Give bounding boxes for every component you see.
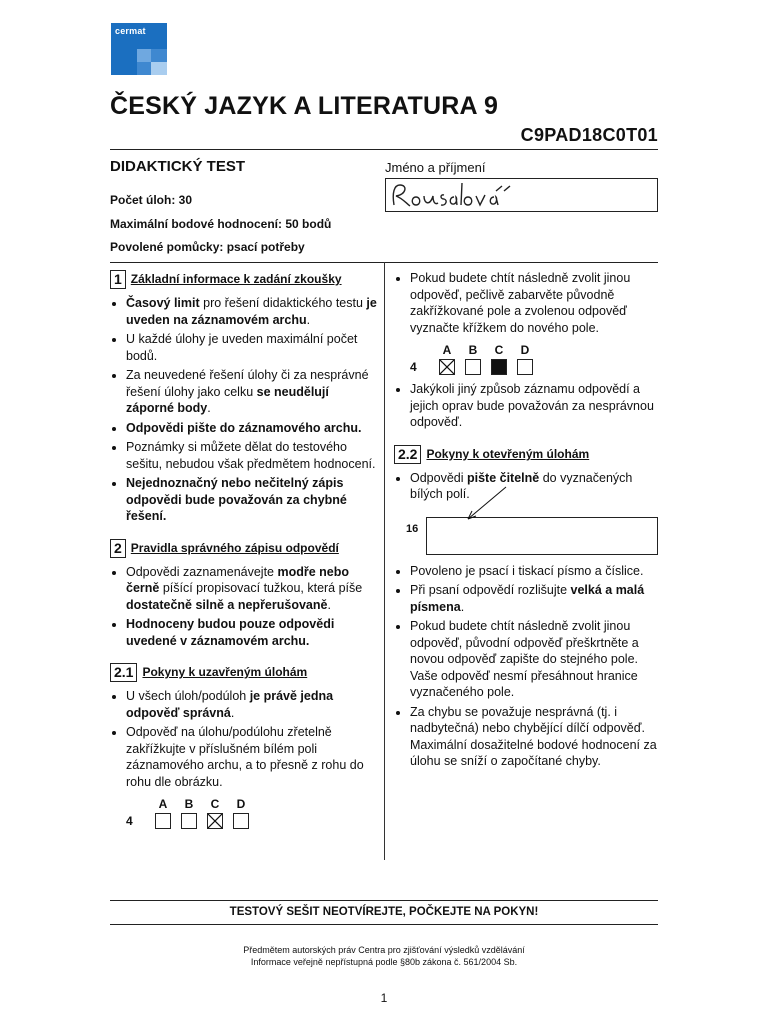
answer-box-b — [465, 359, 481, 375]
list-item: • Nejednoznačný nebo nečitelný zápis odpovědi bude považován za chybné řešení. — [126, 475, 378, 525]
right-column — [394, 270, 660, 773]
answer-box-c-crossed — [207, 813, 223, 829]
list-item: • U každé úlohy je uveden maximální počet bodů. — [126, 331, 378, 364]
open-answer-example — [394, 507, 660, 555]
section-2-2-heading: 2.2 Pokyny k otevřeným úlohám — [394, 445, 660, 464]
list-item: • Časový limit pro řešení didaktického testu je uveden na záznamovém archu. — [126, 295, 378, 328]
answer-box-a — [155, 813, 171, 829]
test-subtitle: DIDAKTICKÝ TEST — [110, 158, 245, 175]
answer-box-d — [233, 813, 249, 829]
answer-box-b — [181, 813, 197, 829]
list-item: • Za neuvedené řešení úlohy či za nesprávné řešení úlohy jako celku se neudělují záporné body. — [126, 367, 378, 417]
section-2-1-heading: 2.1 Pokyny k uzavřeným úlohám — [110, 663, 378, 682]
list-item: • Povoleno je psací i tiskací písmo a číslice. — [410, 563, 660, 580]
answer-box-a-crossed — [439, 359, 455, 375]
list-item: • Jakýkoli jiný způsob záznamu odpovědí a jejich oprav bude považován za nesprávnou odpověď. — [410, 381, 660, 431]
divider — [110, 149, 658, 150]
correction-list-2 — [394, 381, 660, 431]
list-item: • Odpovědi zaznamenávejte modře nebo černě píšící propisovací tužkou, která píše dostatečně silně a nepřerušovaně. — [126, 564, 378, 614]
name-field[interactable] — [385, 178, 658, 212]
list-item: • U všech úloh/podúloh je právě jedna odpověď správná. — [126, 688, 378, 721]
list-item: • Hodnoceny budou pouze odpovědi uvedené v záznamovém archu. — [126, 616, 378, 649]
section-2-2-list-2 — [394, 563, 660, 770]
copyright-line-2: Informace veřejně nepřístupná podle §80b zákona č. 561/2004 Sb. — [250, 957, 518, 967]
answer-grid-correction: A B C D 4 — [410, 342, 660, 375]
test-code: C9PAD18C0T01 — [520, 125, 658, 145]
page-number: 1 — [380, 991, 388, 1005]
section-2-heading: 2 Pravidla správného zápisu odpovědí — [110, 539, 378, 558]
answer-box-d — [517, 359, 533, 375]
meta-max-score: Maximální bodové hodnocení: 50 bodů — [110, 217, 332, 231]
list-item: • Poznámky si můžete dělat do testového sešitu, nebudou však předmětem hodnocení. — [126, 439, 378, 472]
cermat-logo — [111, 23, 167, 75]
list-item: • Pokud budete chtít následně zvolit jinou odpověď, původní odpověď přeškrtněte a novou odpověď zapište do stejného pole. Vaše odpověď nesmí přesáhnout hranice vyznačeného pole. — [410, 618, 660, 701]
section-2-2-list — [394, 470, 660, 503]
section-2-list — [110, 564, 378, 650]
divider — [110, 924, 658, 925]
notice: TESTOVÝ SEŠIT NEOTVÍREJTE, POČKEJTE NA POKYN! — [229, 906, 539, 918]
list-item: • Pokud budete chtít následně zvolit jinou odpověď, pečlivě zabarvěte původně zakřížkované pole a zvolenou odpověď vyznačte křížkem do nového pole. — [410, 270, 660, 336]
meta-allowed-tools: Povolené pomůcky: psací potřeby — [110, 240, 305, 254]
column-divider — [384, 262, 385, 860]
arrow-icon — [460, 485, 520, 525]
page-title: ČESKÝ JAZYK A LITERATURA 9 — [110, 92, 499, 120]
section-1-list — [110, 295, 378, 525]
list-item: • Za chybu se považuje nesprávná (tj. i nadbytečná) nebo chybějící dílčí odpověď. Maximální dosažitelné bodové hodnocení za úlohu se sníží o započítané chyby. — [410, 704, 660, 770]
section-2-1-list — [110, 688, 378, 790]
signature-handwriting — [386, 179, 657, 211]
left-column — [110, 270, 378, 835]
answer-grid-example: A B C D 4 — [126, 796, 378, 829]
field-number: 16 — [406, 522, 419, 535]
correction-list — [394, 270, 660, 336]
list-item: • Při psaní odpovědí rozlišujte velká a malá písmena. — [410, 582, 660, 615]
list-item: • Odpovědi pište čitelně do vyznačených bílých polí. — [410, 470, 660, 503]
list-item: • Odpověď na úlohu/podúlohu zřetelně zakřížkujte v příslušném bílém poli záznamového archu, a to přesně z rohu do rohu dle obrázku. — [126, 724, 378, 790]
answer-box-c-filled — [491, 359, 507, 375]
divider — [110, 900, 658, 901]
list-item: • Odpovědi pište do záznamového archu. — [126, 420, 378, 437]
section-1-heading: 1 Základní informace k zadání zkoušky — [110, 270, 378, 289]
meta-task-count: Počet úloh: 30 — [110, 193, 193, 207]
copyright-line-1: Předmětem autorských práv Centra pro zjišťování výsledků vzdělávání — [243, 945, 525, 955]
name-label: Jméno a příjmení — [385, 160, 486, 175]
logo-text: cermat — [115, 26, 146, 36]
